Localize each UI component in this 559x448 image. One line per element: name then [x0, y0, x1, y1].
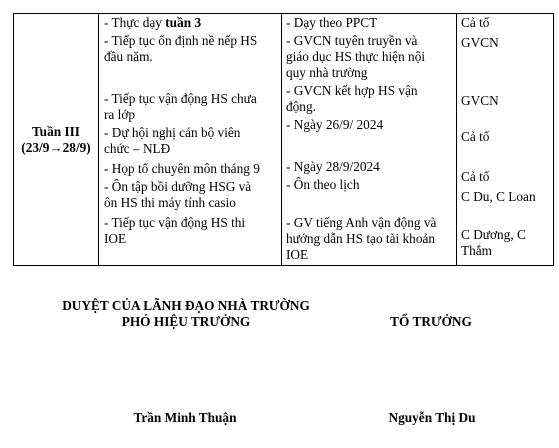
task-line: - Tiếp tục ổn định nề nếp HS [104, 33, 258, 48]
responsible-line: Cả tổ [461, 129, 490, 144]
week-cell [14, 14, 98, 265]
method-line: động. [286, 99, 316, 114]
task-line: - Dự hội nghị cán bộ viên [104, 125, 241, 140]
method-line: - Ngày 26/9/ 2024 [286, 117, 384, 132]
method-line: - GVCN kết hợp HS vận [286, 83, 418, 98]
method-line: - Dạy theo PPCT [286, 15, 378, 30]
responsible-cell [461, 14, 553, 267]
method-line: IOE [286, 247, 309, 262]
approval-title: DUYỆT CỦA LÃNH ĐẠO NHÀ TRƯỜNG [62, 298, 310, 313]
column-divider [456, 14, 457, 265]
task-line: - Họp tổ chuyên môn tháng 9 [104, 161, 260, 176]
responsible-line: C Du, C Loan [461, 189, 536, 204]
week-dates: (23/9→28/9) [21, 139, 91, 155]
task-line: - Tiếp tục vận động HS chưa [104, 91, 257, 106]
task-line: ôn HS thi máy tính casio [104, 195, 236, 210]
responsible-line: Cả tổ [461, 15, 490, 30]
task-line: IOE [104, 231, 127, 246]
column-divider [98, 14, 99, 265]
vice-principal-title: PHÓ HIỆU TRƯỞNG [121, 314, 251, 329]
tasks-cell [104, 14, 279, 267]
plan-table [13, 13, 554, 266]
method-line: giáo dục HS thực hiện nội [286, 49, 426, 64]
responsible-line: GVCN [461, 35, 499, 50]
task-line: đầu năm. [104, 49, 153, 64]
task-line: - Thực dạy tuần 3 [104, 15, 202, 30]
week-label: Tuần III [32, 124, 80, 140]
method-line: - GV tiếng Anh vận động và [286, 215, 437, 230]
head-title: TỔ TRƯỞNG [390, 314, 472, 329]
task-line: chức – NLĐ [104, 141, 171, 156]
responsible-line: GVCN [461, 93, 499, 108]
task-line: - Tiếp tục vận động HS thi [104, 215, 246, 230]
task-line: ra lớp [104, 107, 136, 122]
responsible-line: Thắm [461, 243, 493, 258]
task-line: - Ôn tập bồi dưỡng HSG và [104, 179, 252, 194]
method-line: - GVCN tuyên truyền và [286, 33, 418, 48]
vice-principal-name: Trần Minh Thuận [133, 410, 237, 425]
method-line: hướng dẫn HS tạo tài khoản [286, 231, 436, 246]
responsible-line: Cả tổ [461, 169, 490, 184]
method-line: quy nhà trường [286, 65, 368, 80]
method-line: - Ôn theo lịch [286, 177, 360, 192]
method-line: - Ngày 28/9/2024 [286, 159, 380, 174]
methods-cell [286, 14, 454, 267]
head-name: Nguyễn Thị Du [388, 410, 476, 425]
responsible-line: C Dương, C [461, 227, 526, 242]
column-divider [281, 14, 282, 265]
